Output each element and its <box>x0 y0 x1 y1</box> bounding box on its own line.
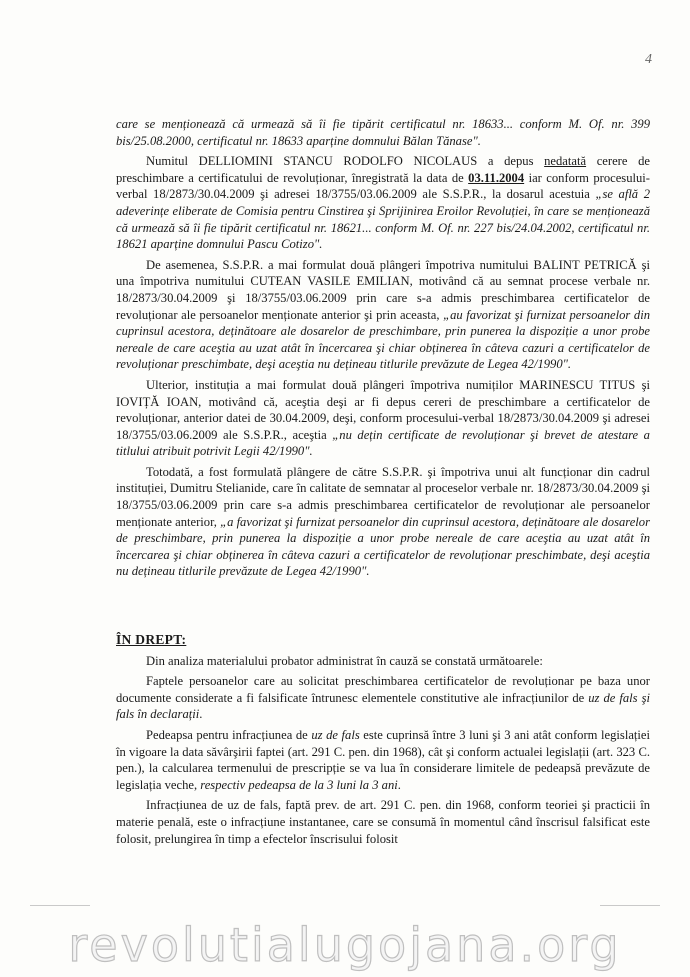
page-number-mark: 4 <box>645 52 652 67</box>
quote: „au favorizat şi furnizat persoanelor din cuprinsul acestora, deținătoare ale dosarelor de preschimbare, prin punerea la dispoziție a unor probe nereale de care aceştia au uzat atât în încercarea şi chiar obținerea în câteva cazuri a certificatelor de revoluționar preschimbate, deşi aceştia nu dețineau titlurile prevăzute de Legea 42/1990". <box>116 307 651 372</box>
paragraph-continuation: care se menționează că urmează să îi fie tipărit certificatul nr. 18633... conform M. Of. nr. 399 bis/25.08.2000, certificatul nr. 18633 aparține domnului Bălan Tănase". <box>116 117 650 148</box>
offense-name: uz de fals şi fals în declarații <box>116 690 650 722</box>
scan-artifact-line <box>30 905 90 906</box>
section-heading: ÎN DREPT: <box>116 632 187 648</box>
paragraph-marinescu: Ulterior, instituția a mai formulat două plângeri împotriva numiților MARINESCU TITUS şi IOVIȚĂ IOAN, motivând că, aceştia deşi ar fi depus cereri de preschimbare a certificatelor de revoluționar, anterior datei de 30.04.2009, deşi, conform procesului-verbal 18/2873/30.04.2009 şi adresei 18/3755/03.06.2009 ale S.S.P.R., aceştia „nu dețin certificate de revoluționar şi brevet de atestare a titlului atribuit potrivit Legii 42/1990". <box>116 377 650 459</box>
date-highlight: 03.11.2004 <box>468 170 525 185</box>
scan-artifact-line <box>600 905 660 906</box>
website-watermark: revolutialugojana.org <box>68 918 622 972</box>
offense-name: uz de fals <box>311 728 360 742</box>
penalty-range: respectiv pedeapsa de la 3 luni la 3 ani <box>200 777 398 792</box>
paragraph-analysis: Din analiza materialului probator administrat în cauză se constată următoarele: <box>146 653 543 668</box>
paragraph-balint: De asemenea, S.S.P.R. a mai formulat două plângeri împotriva numitului BALINT PETRICĂ şi una împotriva numitului CUTEAN VASILE EMILIAN, motivând că au semnat procese verbale nr. 18/2873/30.04.2009 şi 18/3755/03.06.2009 prin care s-a admis preschimbarea certificatelor de revoluționar ale persoanelor menționate anterior şi prin aceasta, „au favorizat şi furnizat persoanelor din cuprinsul acestora, deținătoare ale dosarelor de preschimbare, prin punerea la dispoziție a unor probe nereale de care aceştia au uzat atât în încercarea şi chiar obținerea în câteva cazuri a certificatelor de revoluționar preschimbate, deşi aceştia nu dețineau titlurile prevăzute de Legea 42/1990". <box>116 257 651 372</box>
paragraph-infractiunea: Infracțiunea de uz de fals, faptă prev. de art. 291 C. pen. din 1968, conform teoriei şi practicii în materie penală, este o infracțiune instantanee, care se consumă în momentul când înscrisul falsificat este folosit, prelungirea în timp a efectelor înscrisului folosit <box>116 798 650 846</box>
paragraph-stelianide: Totodată, a fost formulată plângere de către S.S.P.R. şi împotriva unui alt funcționar din cadrul instituției, Dumitru Stelianide, care în calitate de semnatar al proceselor verbale nr. 18/2873/30.04.2009 şi 18/3755/03.06.2009 prin care s-a admis preschimbarea certificatelor de revoluționar ale persoanelor menționate anterior, „a favorizat şi furnizat persoanelor din cuprinsul acestora, deținătoare ale dosarelor de preschimbare, prin punerea la dispoziție a unor probe nereale de care aceştia au uzat atât în încercarea şi chiar obținerea în câteva cazuri a certificatelor de revoluționar preschimbate, deşi aceştia nu dețineau titlurile prevăzute de Legea 42/1990". <box>116 464 650 579</box>
paragraph-faptele: Faptele persoanelor care au solicitat preschimbarea certificatelor de revoluționar pe baza unor documente considerate a fi falsificate întrunesc elementele constitutive ale infracțiunilor de uz de fals şi fals în declarații. <box>116 674 650 722</box>
paragraph-pedeapsa: Pedeapsa pentru infracțiunea de uz de fals este cuprinsă între 3 luni şi 3 ani atât conform legislației în vigoare la data săvârşirii faptei (art. 291 C. pen. din 1968), cât şi conform actualei legislații (art. 323 C. pen.), la calcularea termenului de prescripție se va lua în considerare limitele de pedeapsă prevăzute de legislația veche, respectiv pedeapsa de la 3 luni la 3 ani. <box>116 728 650 792</box>
word-nedatata: nedatată <box>544 154 587 169</box>
quote: „a favorizat şi furnizat persoanelor din cuprinsul acestora, deținătoare ale dosarelor de preschimbare, prin punerea la dispoziție a unor probe nereale de care aceştia au uzat atât în încercarea şi chiar obținerea în câteva cazuri a certificatelor de revoluționar preschimbate, deşi aceştia nu dețineau titlurile prevăzute de Legea 42/1990". <box>116 514 650 579</box>
quote: „nu dețin certificate de revoluționar şi brevet de atestare a titlului atribuit potrivit Legii 42/1990". <box>116 427 650 459</box>
quote: „se află 2 adeverințe eliberate de Comisia pentru Cinstirea şi Sprijinirea Eroilor Revoluției, în care se menționează că urmează să îi fie tipărit certificatul nr. 18621... conform M. Of. nr. 227 bis/24.04.2002, certificatul nr. 18621 aparține domnului Pascu Cotizo". <box>116 187 650 252</box>
document-body <box>116 116 650 847</box>
paragraph-delliomini: Numitul DELLIOMINI STANCU RODOLFO NICOLAUS a depus nedatată cerere de preschimbare a certificatului de revoluționar, înregistrată la data de 03.11.2004 iar conform procesului-verbal 18/2873/30.04.2009 şi adresei 18/3755/03.06.2009 ale S.S.P.R., la dosarul acestuia „se află 2 adeverințe eliberate de Comisia pentru Cinstirea şi Sprijinirea Eroilor Revoluției, în care se menționează că urmează să îi fie tipărit certificatul nr. 18621... conform M. Of. nr. 227 bis/24.04.2002, certificatul nr. 18621 aparține domnului Pascu Cotizo". <box>116 154 650 252</box>
